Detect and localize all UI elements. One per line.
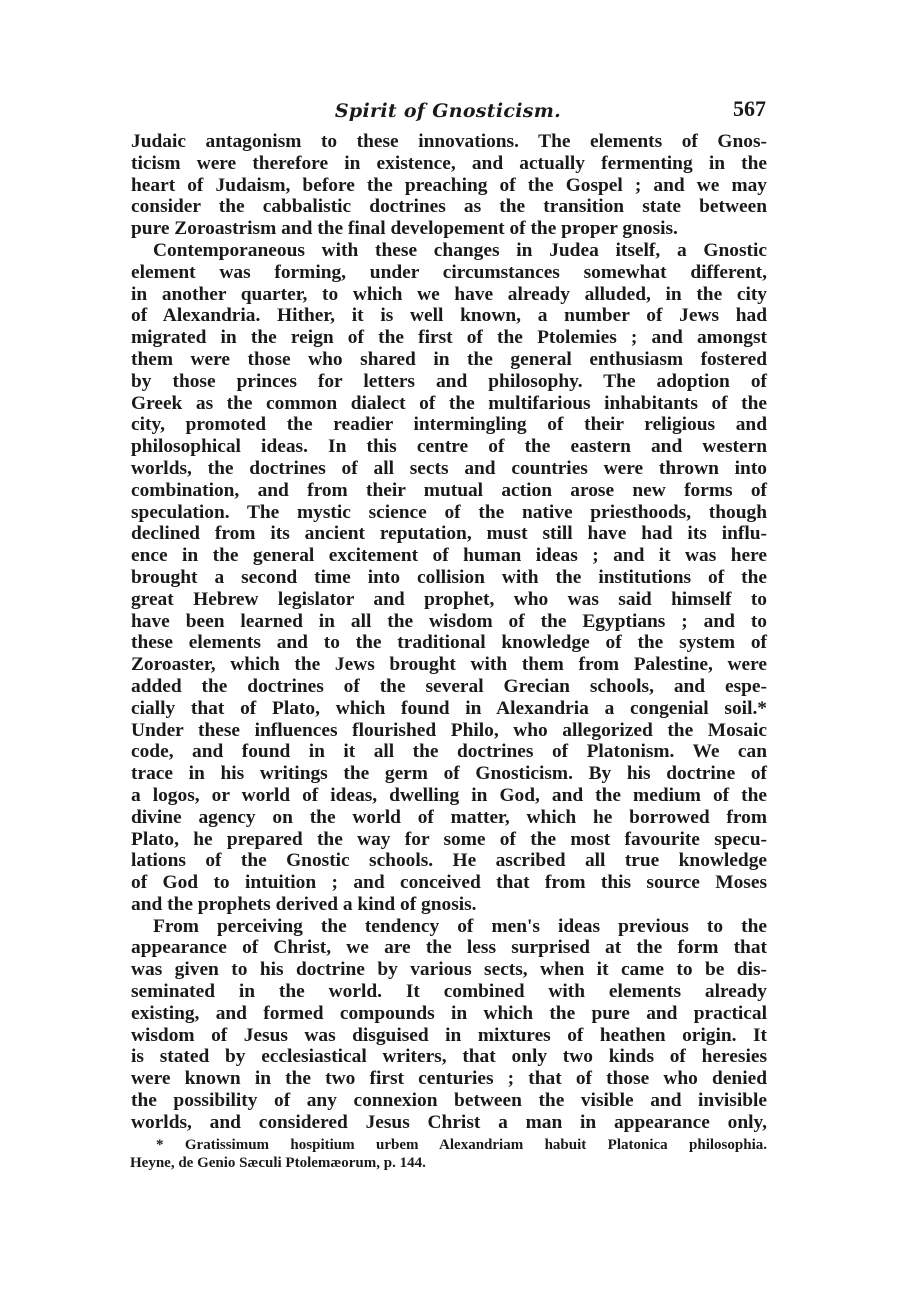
running-head xyxy=(130,96,766,130)
page-number: 567 xyxy=(733,96,766,121)
text-line: seminated in the world. It combined with elements already xyxy=(131,981,767,1003)
text-line: heart of Judaism, before the preaching of the Gospel ; and we may xyxy=(131,174,767,196)
text-line: wisdom of Jesus was disguised in mixtures of heathen origin. It xyxy=(131,1024,767,1046)
text-line: divine agency on the world of matter, which he borrowed from xyxy=(131,806,767,828)
text-line: consider the cabbalistic doctrines as the transition state between xyxy=(131,196,767,218)
text-line: the possibility of any connexion between the visible and invisible xyxy=(131,1090,767,1112)
text-line: city, promoted the readier intermingling of their religious and xyxy=(131,414,767,436)
text-line: Contemporaneous with these changes in Judea itself, a Gnostic xyxy=(153,239,767,261)
text-line: of God to intuition ; and conceived that from this source Moses xyxy=(131,872,767,894)
text-line: and the prophets derived a kind of gnosis. xyxy=(131,893,477,915)
text-line: a logos, or world of ideas, dwelling in God, and the medium of the xyxy=(131,784,767,806)
text-line: in another quarter, to which we have already alluded, in the city xyxy=(131,283,767,305)
text-line: ence in the general excitement of human ideas ; and it was here xyxy=(131,545,767,567)
text-line: Judaic antagonism to these innovations. The elements of Gnos- xyxy=(131,131,767,152)
text-line: were known in the two first centuries ; that of those who denied xyxy=(131,1068,767,1090)
text-line: lations of the Gnostic schools. He ascribed all true knowledge xyxy=(131,850,767,872)
text-line: declined from its ancient reputation, must still have had its influ- xyxy=(131,523,767,545)
text-line: these elements and to the traditional knowledge of the system of xyxy=(131,632,767,654)
footnote-line: * Gratissimum hospitium urbem Alexandriam habuit Platonica philosophia. xyxy=(156,1137,767,1153)
text-line: added the doctrines of the several Grecian schools, and espe- xyxy=(131,675,767,697)
text-line: speculation. The mystic science of the native priesthoods, though xyxy=(131,501,767,523)
text-line: them were those who shared in the general enthusiasm fostered xyxy=(131,348,767,370)
body-text xyxy=(131,131,767,1134)
text-line: philosophical ideas. In this centre of the eastern and western xyxy=(131,436,767,458)
text-line: is stated by ecclesiastical writers, that only two kinds of heresies xyxy=(131,1046,767,1068)
text-line: appearance of Christ, we are the less surprised at the form that xyxy=(131,937,767,959)
text-line: element was forming, under circumstances somewhat different, xyxy=(131,261,767,283)
text-line: have been learned in all the wisdom of the Egyptians ; and to xyxy=(131,610,767,632)
text-line: existing, and formed compounds in which the pure and practical xyxy=(131,1002,767,1024)
text-line: From perceiving the tendency of men's ideas previous to the xyxy=(153,915,767,937)
text-line: brought a second time into collision with the institutions of the xyxy=(131,566,767,588)
text-line: code, and found in it all the doctrines of Platonism. We can xyxy=(131,741,767,763)
running-title: Spirit of Gnosticism. xyxy=(334,100,562,122)
text-line: Zoroaster, which the Jews brought with them from Palestine, were xyxy=(131,654,767,676)
text-line: pure Zoroastrism and the final developement of the proper gnosis. xyxy=(131,218,678,240)
text-line: combination, and from their mutual action arose new forms of xyxy=(131,479,767,501)
text-line: worlds, and considered Jesus Christ a man in appearance only, xyxy=(131,1111,767,1133)
text-line: worlds, the doctrines of all sects and countries were thrown into xyxy=(131,457,767,479)
text-line: trace in his writings the germ of Gnosticism. By his doctrine of xyxy=(131,763,767,785)
text-line: ticism were therefore in existence, and actually fermenting in the xyxy=(131,152,767,174)
text-line: Under these influences flourished Philo, who allegorized the Mosaic xyxy=(131,719,767,741)
text-line: cially that of Plato, which found in Alexandria a congenial soil.* xyxy=(131,697,767,719)
text-line: Plato, he prepared the way for some of the most favourite specu- xyxy=(131,828,767,850)
text-line: great Hebrew legislator and prophet, who was said himself to xyxy=(131,588,767,610)
footnote-line: Heyne, de Genio Sæculi Ptolemæorum, p. 144. xyxy=(130,1155,426,1171)
footnote xyxy=(130,1136,767,1172)
text-line: by those princes for letters and philosophy. The adoption of xyxy=(131,370,767,392)
text-line: of Alexandria. Hither, it is well known, a number of Jews had xyxy=(131,305,767,327)
text-line: was given to his doctrine by various sects, when it came to be dis- xyxy=(131,959,767,981)
text-line: Greek as the common dialect of the multifarious inhabitants of the xyxy=(131,392,767,414)
text-line: migrated in the reign of the first of the Ptolemies ; and amongst xyxy=(131,327,767,349)
